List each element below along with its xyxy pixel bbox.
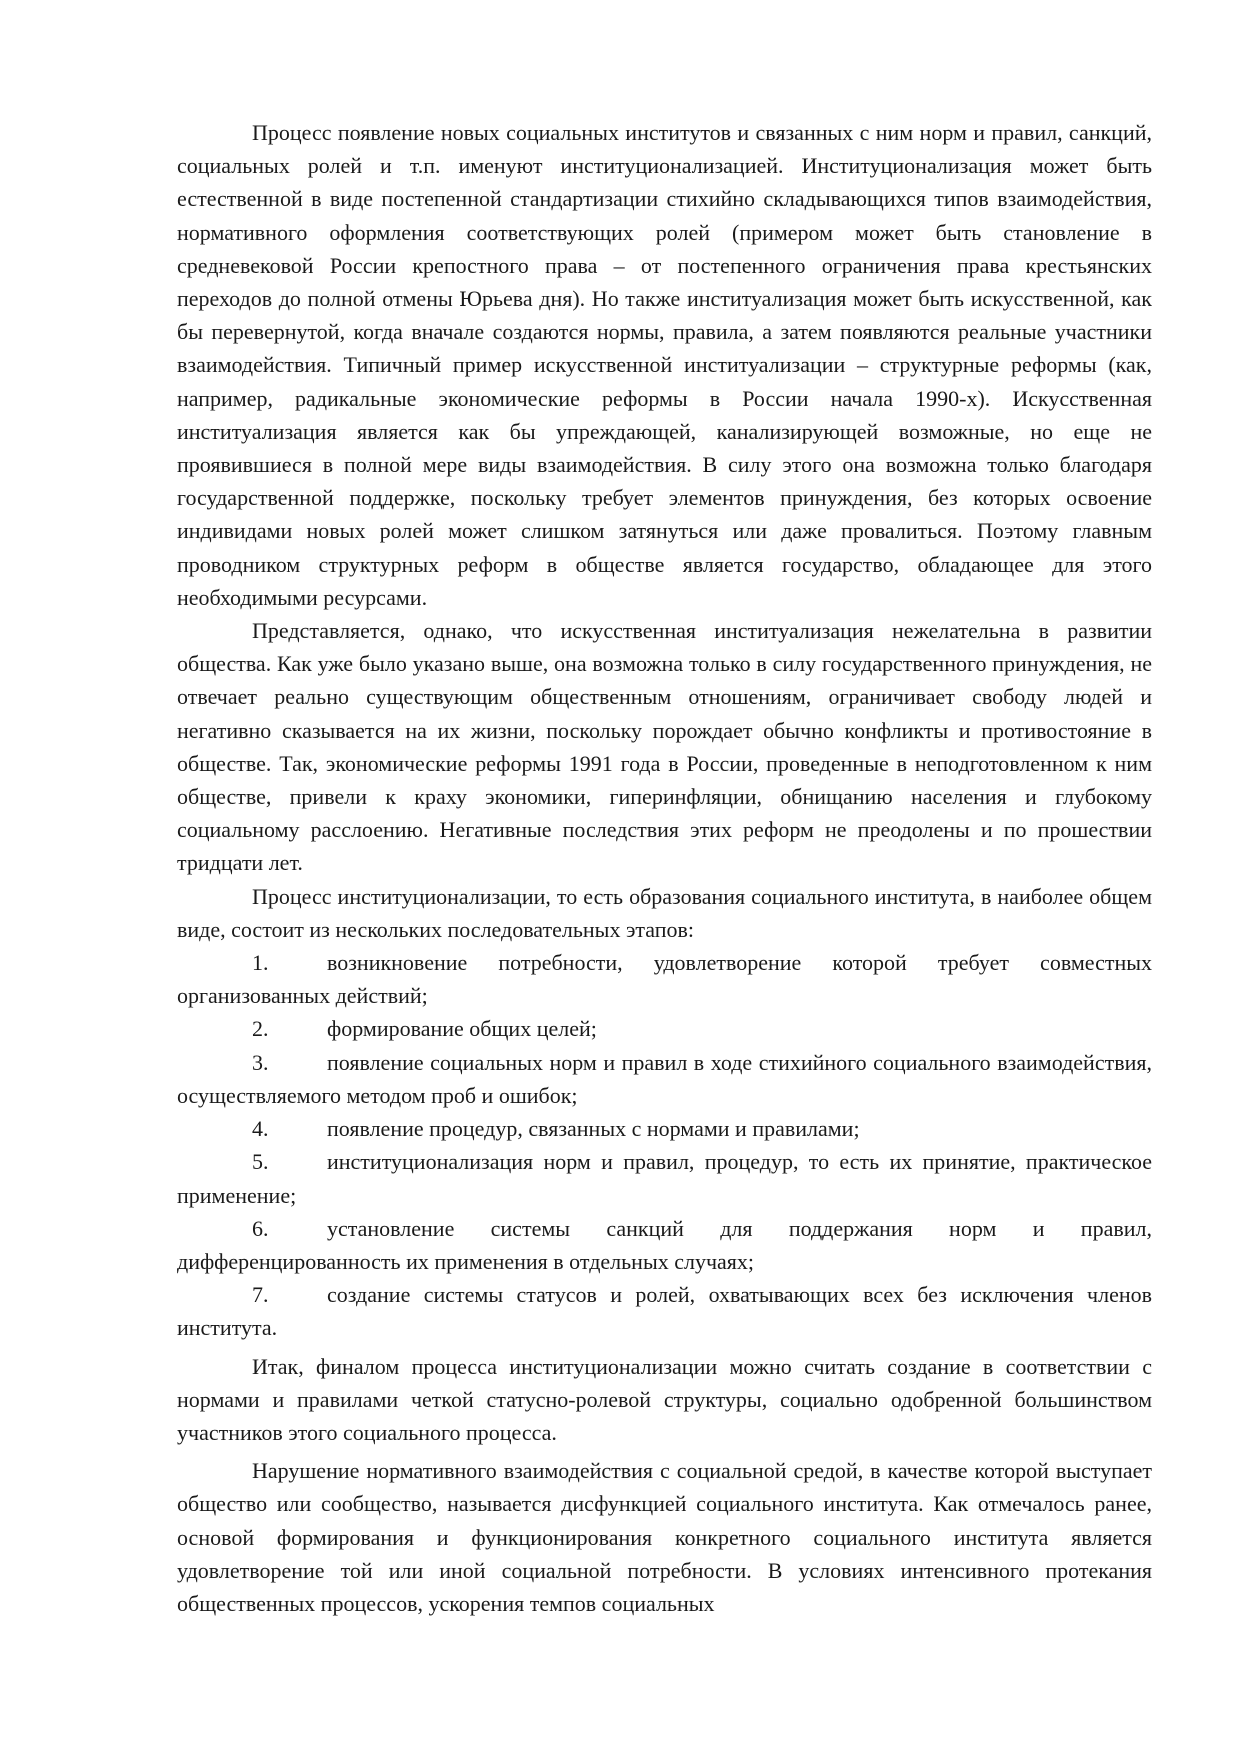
list-item-text: институционализация норм и правил, процедур, то есть их принятие, практическое применение; (177, 1149, 1152, 1208)
list-item (177, 1145, 1152, 1211)
list-item-number: 1. (252, 950, 269, 976)
document-page (177, 116, 1152, 1620)
list-item-number: 7. (252, 1282, 269, 1308)
list-item-text: возникновение потребности, удовлетворение которой требует совместных организованных действий; (177, 950, 1152, 1009)
list-item (177, 946, 1152, 1012)
list-item-text: установление системы санкций для поддержания норм и правил, дифференцированность их применения в отдельных случаях; (177, 1215, 1152, 1274)
list-item-text: появление процедур, связанных с нормами и правилами; (327, 1116, 860, 1142)
paragraph-institutionalization-definition: Процесс появление новых социальных институтов и связанных с ним норм и правил, санкций, социальных ролей и т.п. именуют институционализацией. Институционализация может быть естественной в виде постепенной стандартизации стихийно складывающихся типов взаимодействия, нормативного оформления соответствующих ролей (примером может быть становление в средневековой России крепостного права – от постепенного ограничения права крестьянских переходов до полной отмены Юрьева дня). Но также институализация может быть искусственной, как бы перевернутой, когда вначале создаются нормы, правила, а затем появляются реальные участники взаимодействия. Типичный пример искусственной институализации – структурные реформы (как, например, радикальные экономические реформы в России начала 1990-х). Искусственная институализация является как бы упреждающей, канализирующей возможные, но еще не проявившиеся в полной мере виды взаимодействия. В силу этого она возможна только благодаря государственной поддержке, поскольку требует элементов принуждения, без которых освоение индивидами новых ролей может слишком затянуться или даже провалиться. Поэтому главным проводником структурных реформ в обществе является государство, обладающее для этого необходимыми ресурсами. (177, 120, 1152, 610)
list-item-number: 2. (252, 1016, 269, 1042)
list-item (177, 1046, 1152, 1112)
paragraph-dysfunction: Нарушение нормативного взаимодействия с социальной средой, в качестве которой выступает общество или сообщество, называется дисфункцией социального института. Как отмечалось ранее, основой формирования и функционирования конкретного социального института является удовлетворение той или иной социальной потребности. В условиях интенсивного протекания общественных процессов, ускорения темпов социальных (177, 1458, 1152, 1616)
list-item-number: 4. (252, 1116, 269, 1142)
list-item (177, 1112, 1152, 1145)
list-item-text: создание системы статусов и ролей, охватывающих всех без исключения членов института. (177, 1282, 1152, 1341)
list-item (177, 1278, 1152, 1344)
list-item-number: 6. (252, 1215, 269, 1241)
list-item-number: 5. (252, 1149, 269, 1175)
list-item-number: 3. (252, 1049, 269, 1075)
paragraph-artificial-institutionalization: Представляется, однако, что искусственная институализация нежелательна в развитии общества. Как уже было указано выше, она возможна только в силу государственного принуждения, не отвечает реально существующим общественным отношениям, ограничивает свободу людей и негативно сказывается на их жизни, поскольку порождает обычно конфликты и противостояние в обществе. Так, экономические реформы 1991 года в России, проведенные в неподготовленном к ним обществе, привели к краху экономики, гиперинфляции, обнищанию населения и глубокому социальному расслоению. Негативные последствия этих реформ не преодолены и по прошествии тридцати лет. (177, 618, 1152, 876)
list-item-text: появление социальных норм и правил в ходе стихийного социального взаимодействия, осуществляемого методом проб и ошибок; (177, 1049, 1152, 1108)
list-item (177, 1212, 1152, 1278)
stages-list (177, 946, 1152, 1344)
list-item-text: формирование общих целей; (327, 1016, 597, 1042)
paragraph-stages-intro: Процесс институционализации, то есть образования социального института, в наиболее общем виде, состоит из нескольких последовательных этапов: (177, 883, 1152, 942)
list-item (177, 1012, 1152, 1045)
paragraph-conclusion: Итак, финалом процесса институционализации можно считать создание в соответствии с нормами и правилами четкой статусно-ролевой структуры, социально одобренной большинством участников этого социального процесса. (177, 1353, 1152, 1445)
